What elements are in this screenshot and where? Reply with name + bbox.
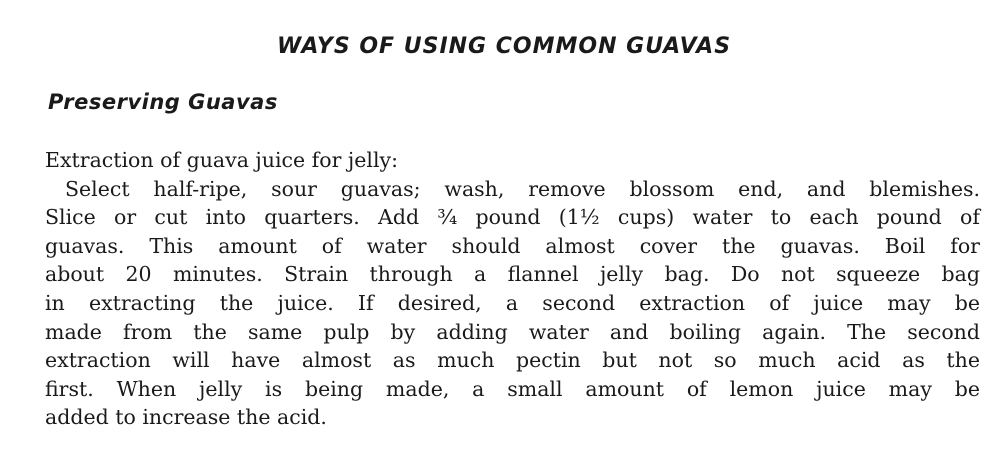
text-line: about 20 minutes. Strain through a flannel jelly bag. Do not squeeze bag	[45, 262, 980, 287]
text-line: Select half-ripe, sour guavas; wash, remove blossom end, and blemishes.	[65, 176, 980, 201]
text-line: Slice or cut into quarters. Add ¾ pound (1½ cups) water to each pound of	[45, 205, 980, 230]
paragraph-lead: Extraction of guava juice for jelly:	[45, 148, 399, 172]
text-line: in extracting the juice. If desired, a second extraction of juice may be	[45, 290, 980, 315]
text-line: extraction will have almost as much pectin but not so much acid as the	[45, 348, 980, 373]
page-title: WAYS OF USING COMMON GUAVAS	[276, 34, 732, 59]
body-paragraph	[45, 146, 980, 432]
text-line: guavas. This amount of water should almost cover the guavas. Boil for	[45, 233, 980, 258]
text-line: first. When jelly is being made, a small amount of lemon juice may be	[45, 376, 980, 401]
section-heading: Preserving Guavas	[48, 90, 278, 114]
text-line: added to increase the acid.	[45, 405, 327, 430]
text-line: made from the same pulp by adding water and boiling again. The second	[45, 319, 980, 344]
